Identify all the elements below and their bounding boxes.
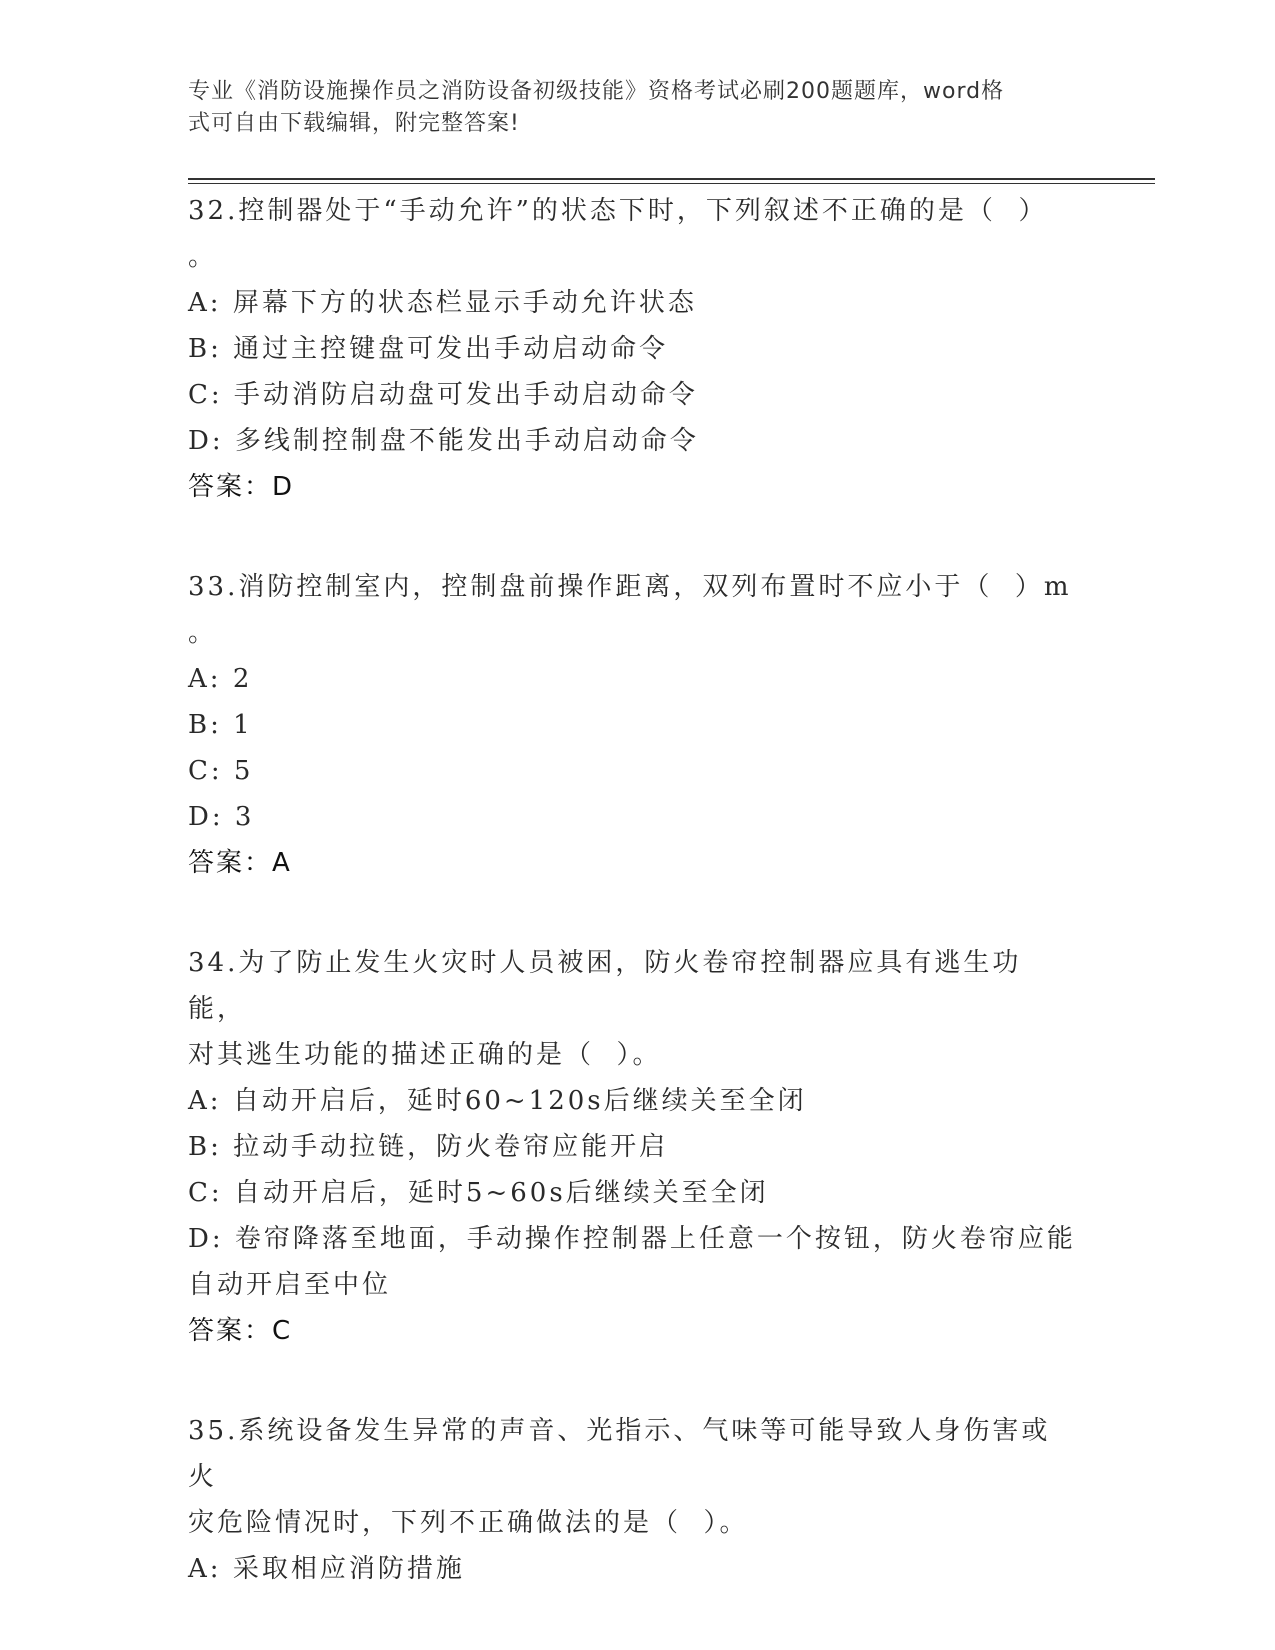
question-list xyxy=(188,188,1088,1646)
option-text: 多线制控制盘不能发出手动启动命令 xyxy=(234,426,699,456)
option-text: 卷帘降落至地面，手动操作控制器上任意一个按钮，防火卷帘应能 xyxy=(234,1224,1076,1254)
document-header xyxy=(188,76,1088,140)
question-stem-line-2: 灾危险情况时，下列不正确做法的是（ ）。 xyxy=(188,1508,749,1538)
option-text: 2 xyxy=(232,664,253,694)
option-d-continuation: 自动开启至中位 xyxy=(188,1270,392,1300)
question-33 xyxy=(188,564,1088,886)
question-stem-line-2: 。 xyxy=(188,618,218,648)
option-b xyxy=(188,702,1088,748)
option-text: 3 xyxy=(234,802,255,832)
option-letter: B: xyxy=(188,334,222,364)
question-35 xyxy=(188,1408,1088,1592)
option-a xyxy=(188,1078,1088,1124)
option-d xyxy=(188,418,1088,464)
option-letter: D: xyxy=(188,426,224,456)
option-letter: A: xyxy=(188,1554,222,1584)
option-letter: C: xyxy=(188,1178,223,1208)
option-letter: D: xyxy=(188,1224,224,1254)
question-stem-line-1: 34.为了防止发生火灾时人员被困，防火卷帘控制器应具有逃生功能， xyxy=(188,948,1022,1024)
option-letter: D: xyxy=(188,802,224,832)
answer-label: 答案：D xyxy=(188,472,295,502)
question-stem-line-2: 对其逃生功能的描述正确的是（ ）。 xyxy=(188,1040,662,1070)
question-stem-line-1: 35.系统设备发生异常的声音、光指示、气味等可能导致人身伤害或火 xyxy=(188,1416,1051,1492)
option-letter: A: xyxy=(188,1086,222,1116)
option-b xyxy=(188,1124,1088,1170)
option-letter: A: xyxy=(188,288,222,318)
header-line-2: 式可自由下载编辑，附完整答案! xyxy=(188,111,520,136)
option-c xyxy=(188,372,1088,418)
option-d xyxy=(188,1216,1088,1262)
option-text: 1 xyxy=(233,710,253,740)
question-stem-line-1: 32.控制器处于“手动允许”的状态下时，下列叙述不正确的是（ ） xyxy=(188,196,1048,226)
option-b xyxy=(188,326,1088,372)
option-c xyxy=(188,1170,1088,1216)
option-text: 5 xyxy=(233,756,254,786)
option-letter: B: xyxy=(188,1132,222,1162)
option-letter: B: xyxy=(188,710,222,740)
option-letter: C: xyxy=(188,380,223,410)
option-text: 手动消防启动盘可发出手动启动命令 xyxy=(233,380,698,410)
question-stem-line-1: 33.消防控制室内，控制盘前操作距离，双列布置时不应小于（ ）m xyxy=(188,572,1072,602)
question-34 xyxy=(188,940,1088,1354)
option-text: 屏幕下方的状态栏显示手动允许状态 xyxy=(232,288,697,318)
answer-label: 答案：C xyxy=(188,1316,293,1346)
option-text: 采取相应消防措施 xyxy=(232,1554,465,1584)
option-a xyxy=(188,280,1088,326)
question-32 xyxy=(188,188,1088,510)
option-text: 自动开启后，延时60~120s后继续关至全闭 xyxy=(232,1086,807,1116)
question-stem-line-2: 。 xyxy=(188,242,218,272)
header-line-1: 专业《消防设施操作员之消防设备初级技能》资格考试必刷200题题库，word格 xyxy=(188,79,1005,104)
header-divider-thick xyxy=(188,178,1155,180)
option-text: 自动开启后，延时5~60s后继续关至全闭 xyxy=(233,1178,769,1208)
option-text: 拉动手动拉链，防火卷帘应能开启 xyxy=(233,1132,669,1162)
option-d xyxy=(188,794,1088,840)
option-text: 通过主控键盘可发出手动启动命令 xyxy=(233,334,669,364)
header-divider-thin xyxy=(188,183,1155,184)
option-letter: C: xyxy=(188,756,223,786)
option-a xyxy=(188,656,1088,702)
option-letter: A: xyxy=(188,664,222,694)
answer-label: 答案：A xyxy=(188,848,292,878)
option-c xyxy=(188,748,1088,794)
option-a xyxy=(188,1546,1088,1592)
